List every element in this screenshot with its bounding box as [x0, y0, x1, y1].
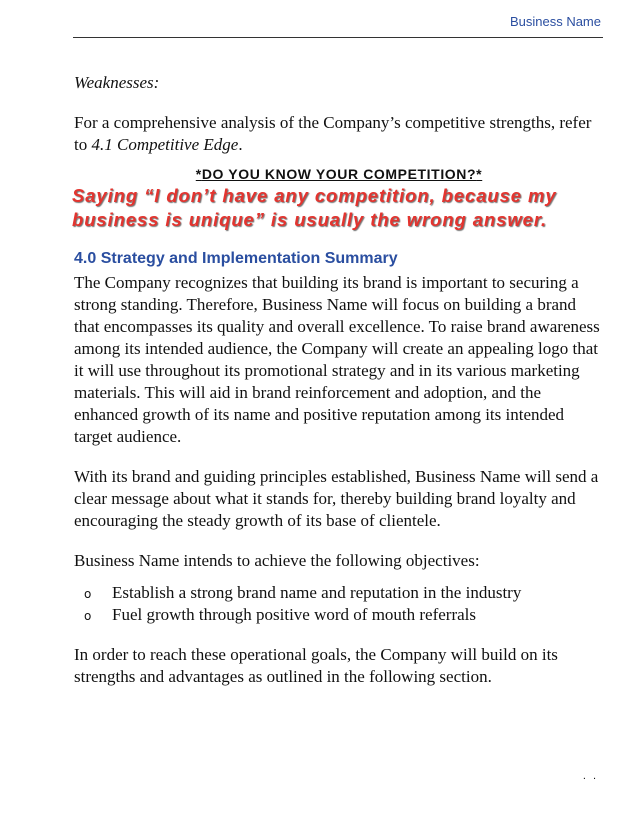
header-divider: [73, 37, 603, 38]
callout-suffix: *: [476, 166, 483, 182]
competitive-edge-reference: 4.1 Competitive Edge: [91, 135, 239, 154]
callout-title-text: DO YOU KNOW YOUR COMPETITION?: [201, 166, 477, 182]
page-marker: . .: [582, 770, 598, 782]
weaknesses-paragraph: [74, 112, 604, 156]
list-item: [74, 582, 604, 604]
objective-text: Fuel growth through positive word of mouth referrals: [112, 605, 477, 624]
weaknesses-text: For a comprehensive analysis of the Company’s competitive strengths, refer to: [74, 113, 592, 154]
bullet-icon: o: [84, 587, 92, 601]
weaknesses-text-end: .: [238, 135, 243, 154]
closing-paragraph: In order to reach these operational goals, the Company will build on its strengths and advantages as outlined in the following section.: [74, 645, 558, 686]
callout-message: Saying “I don’t have any competition, because my business is unique” is usually the wrong answer.: [72, 185, 557, 230]
section-heading: 4.0 Strategy and Implementation Summary: [74, 250, 398, 267]
objectives-intro: Business Name intends to achieve the following objectives:: [74, 551, 480, 570]
strategy-paragraph-1: The Company recognizes that building its brand is important to securing a strong standing. Therefore, Business Name will focus on building a brand that encompasses its quality and overall excellence. To raise brand awareness among its intended audience, the Company will create an appealing logo that it will use throughout its promotional strategy and in its various marketing materials. This will aid in brand reinforcement and adoption, and the enhanced growth of its name and positive reputation among its intended target audience.: [74, 273, 600, 446]
bullet-icon: o: [84, 609, 92, 623]
strategy-paragraph-2: With its brand and guiding principles established, Business Name will send a clear message about what it stands for, thereby building brand loyalty and encouraging the steady growth of its base of clientele.: [74, 467, 599, 530]
objective-text: Establish a strong brand name and reputation in the industry: [112, 583, 522, 602]
callout-prefix: *: [195, 166, 202, 182]
weaknesses-heading: Weaknesses:: [74, 73, 160, 92]
list-item: [74, 604, 604, 626]
callout-title: [74, 166, 604, 182]
document-body: [74, 72, 604, 688]
objectives-list: [74, 582, 604, 626]
header-business-name: Business Name: [509, 14, 601, 29]
